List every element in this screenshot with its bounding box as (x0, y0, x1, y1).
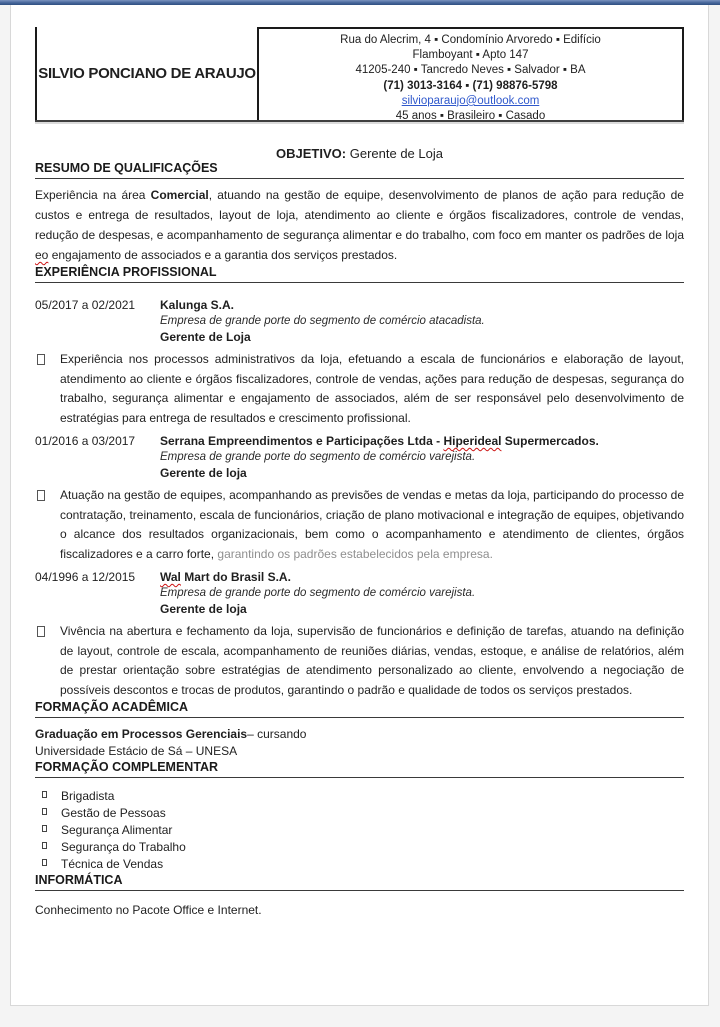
job-2-company-description: Empresa de grande porte do segmento de comércio varejista. (160, 451, 476, 463)
tiny-bullet-icon (42, 825, 47, 832)
header-name-cell (35, 27, 257, 120)
job-1-period: 05/2017 a 02/2021 (35, 298, 136, 312)
education-degree-status: – cursando (247, 727, 307, 741)
summary-bold-word: Comercial (150, 188, 209, 202)
list-item (35, 788, 684, 805)
candidate-name: SILVIO PONCIANO DE ARAUJO (38, 65, 256, 82)
summary-text-2: , atuando na gestão de equipe, desenvolvimento de planos de ação para redução de custos e entrega de resultados, layout de loja, atendimento ao cliente e órgãos fiscalizadores, controle de vendas, redução de despesas, e acompanhamento de segurança alimentar e do trabalho, com foco em manter os padrões de loja (35, 188, 684, 242)
section-title-formacao-complementar: FORMAÇÃO COMPLEMENTAR (35, 760, 684, 778)
contact-address-line-2: Flamboyant ▪ Apto 147 (412, 49, 529, 62)
education-block (35, 726, 684, 760)
document-page (10, 5, 709, 1006)
job-entry-1 (35, 297, 684, 345)
job-2-company-misspelled: Hiperideal (443, 434, 502, 448)
summary-paragraph (35, 185, 684, 265)
job-3-info (160, 569, 475, 617)
job-3-company (160, 569, 475, 585)
job-3-bullet-row (35, 622, 684, 700)
job-2-bullet-row (35, 486, 684, 564)
objective-label: OBJETIVO: (276, 146, 347, 161)
job-3-period: 04/1996 a 12/2015 (35, 570, 136, 584)
list-item-label: Técnica de Vendas (61, 857, 164, 871)
contact-personal-info: 45 anos ▪ Brasileiro ▪ Casado (395, 110, 546, 123)
contact-address-line-3: 41205-240 ▪ Tancredo Neves ▪ Salvador ▪ BA (355, 64, 586, 77)
job-2-period: 01/2016 a 03/2017 (35, 434, 136, 448)
square-bullet-icon (37, 490, 45, 501)
summary-text: Experiência na área (35, 188, 151, 202)
job-1-company: Kalunga S.A. (160, 298, 235, 312)
complementary-list (35, 788, 684, 873)
tiny-bullet-icon (42, 859, 47, 866)
section-title-formacao-academica: FORMAÇÃO ACADÊMICA (35, 700, 684, 718)
job-2-company-prefix: Serrana Empreendimentos e Participações Ltda - (160, 434, 444, 448)
list-item (35, 856, 684, 873)
summary-misspelled-word: eo (35, 248, 49, 262)
job-3-company-misspelled: Wal (160, 570, 181, 584)
job-1-role: Gerente de Loja (160, 330, 251, 344)
section-title-resumo: RESUMO DE QUALIFICAÇÕES (35, 161, 684, 179)
job-1-bullet-row (35, 350, 684, 428)
job-3-role: Gerente de loja (160, 602, 247, 616)
list-item (35, 822, 684, 839)
job-1-bullet-text: Experiência nos processos administrativos da loja, efetuando a escala de funcionários e elaboração de layout, atendimento ao cliente e órgãos fiscalizadores, controle de vendas, ações para redução de despesas, segurança do trabalho, segurança alimentar e engajamento de associados, além de ser responsável pelo desenvolvimento de estratégias para entrega de resultados e crescimento profissional. (60, 352, 684, 425)
job-2-info (160, 433, 599, 481)
job-2-company-suffix: Supermercados. (501, 434, 599, 448)
tiny-bullet-icon (42, 791, 47, 798)
section-title-experiencia: EXPERIÊNCIA PROFISSIONAL (35, 265, 684, 283)
list-item-label: Segurança Alimentar (61, 823, 173, 837)
job-1-company-description: Empresa de grande porte do segmento de comércio atacadista. (160, 315, 485, 327)
tiny-bullet-icon (42, 808, 47, 815)
summary-text-3: engajamento de associados e a garantia dos serviços prestados. (48, 248, 398, 262)
list-item (35, 839, 684, 856)
job-2-role: Gerente de loja (160, 466, 247, 480)
objective-line (35, 146, 684, 161)
header-table (35, 27, 684, 122)
job-3-company-suffix: Mart do Brasil S.A. (180, 570, 291, 584)
job-entry-3 (35, 569, 684, 617)
contact-address-line-1: Rua do Alecrim, 4 ▪ Condomínio Arvoredo ▪ Edifício (340, 34, 601, 46)
contact-email-line (259, 94, 682, 109)
list-item-label: Brigadista (61, 789, 115, 803)
contact-phones: (71) 3013-3164 ▪ (71) 98876-5798 (383, 79, 558, 92)
square-bullet-icon (37, 354, 45, 365)
informatics-text: Conhecimento no Pacote Office e Internet. (35, 903, 262, 917)
job-2-bullet-gray: garantindo os padrões estabelecidos pela empresa. (217, 546, 493, 561)
list-item-label: Gestão de Pessoas (61, 806, 166, 820)
tiny-bullet-icon (42, 842, 47, 849)
job-3-company-description: Empresa de grande porte do segmento de comércio varejista. (160, 587, 476, 599)
job-2-company (160, 433, 599, 449)
job-3-bullet-text: Vivência na abertura e fechamento da loja, supervisão de funcionários e definição de tarefas, atuando na definição de layout, controle de escala, acompanhamento de reuniões diárias, vendas, estoque, e análise de relatórios, além de prestar orientação sobre estratégias de atendimento personalizado ao cliente, envolvendo a negociação de possíveis descontos e trocas de produtos, garantindo o padrão e qualidade de todos os serviços prestados. (60, 624, 684, 697)
section-title-informatica: INFORMÁTICA (35, 873, 684, 891)
job-entry-2 (35, 433, 684, 481)
objective-value: Gerente de Loja (349, 146, 443, 161)
education-institution: Universidade Estácio de Sá – UNESA (35, 744, 238, 758)
education-degree: Graduação em Processos Gerenciais (35, 727, 248, 741)
education-degree-line (35, 726, 684, 743)
job-2-bullet-text (60, 486, 684, 564)
list-item-label: Segurança do Trabalho (61, 840, 186, 854)
header-contact-cell (257, 27, 684, 123)
email-link[interactable]: silvioparaujo@outlook.com (401, 94, 540, 107)
job-2-bullet-black: Atuação na gestão de equipes, acompanhando as previsões de vendas e metas da loja, participando do processo de contratação, treinamento, escala de funcionários, criação de plano motivacional e integração de equipes, objetivando o alcance dos resultados organizacionais, bem como o acompanhamento e atendimento de clientes, órgãos fiscalizadores e a carro forte, (60, 488, 684, 561)
square-bullet-icon (37, 626, 45, 637)
list-item (35, 805, 684, 822)
job-1-info (160, 297, 485, 345)
